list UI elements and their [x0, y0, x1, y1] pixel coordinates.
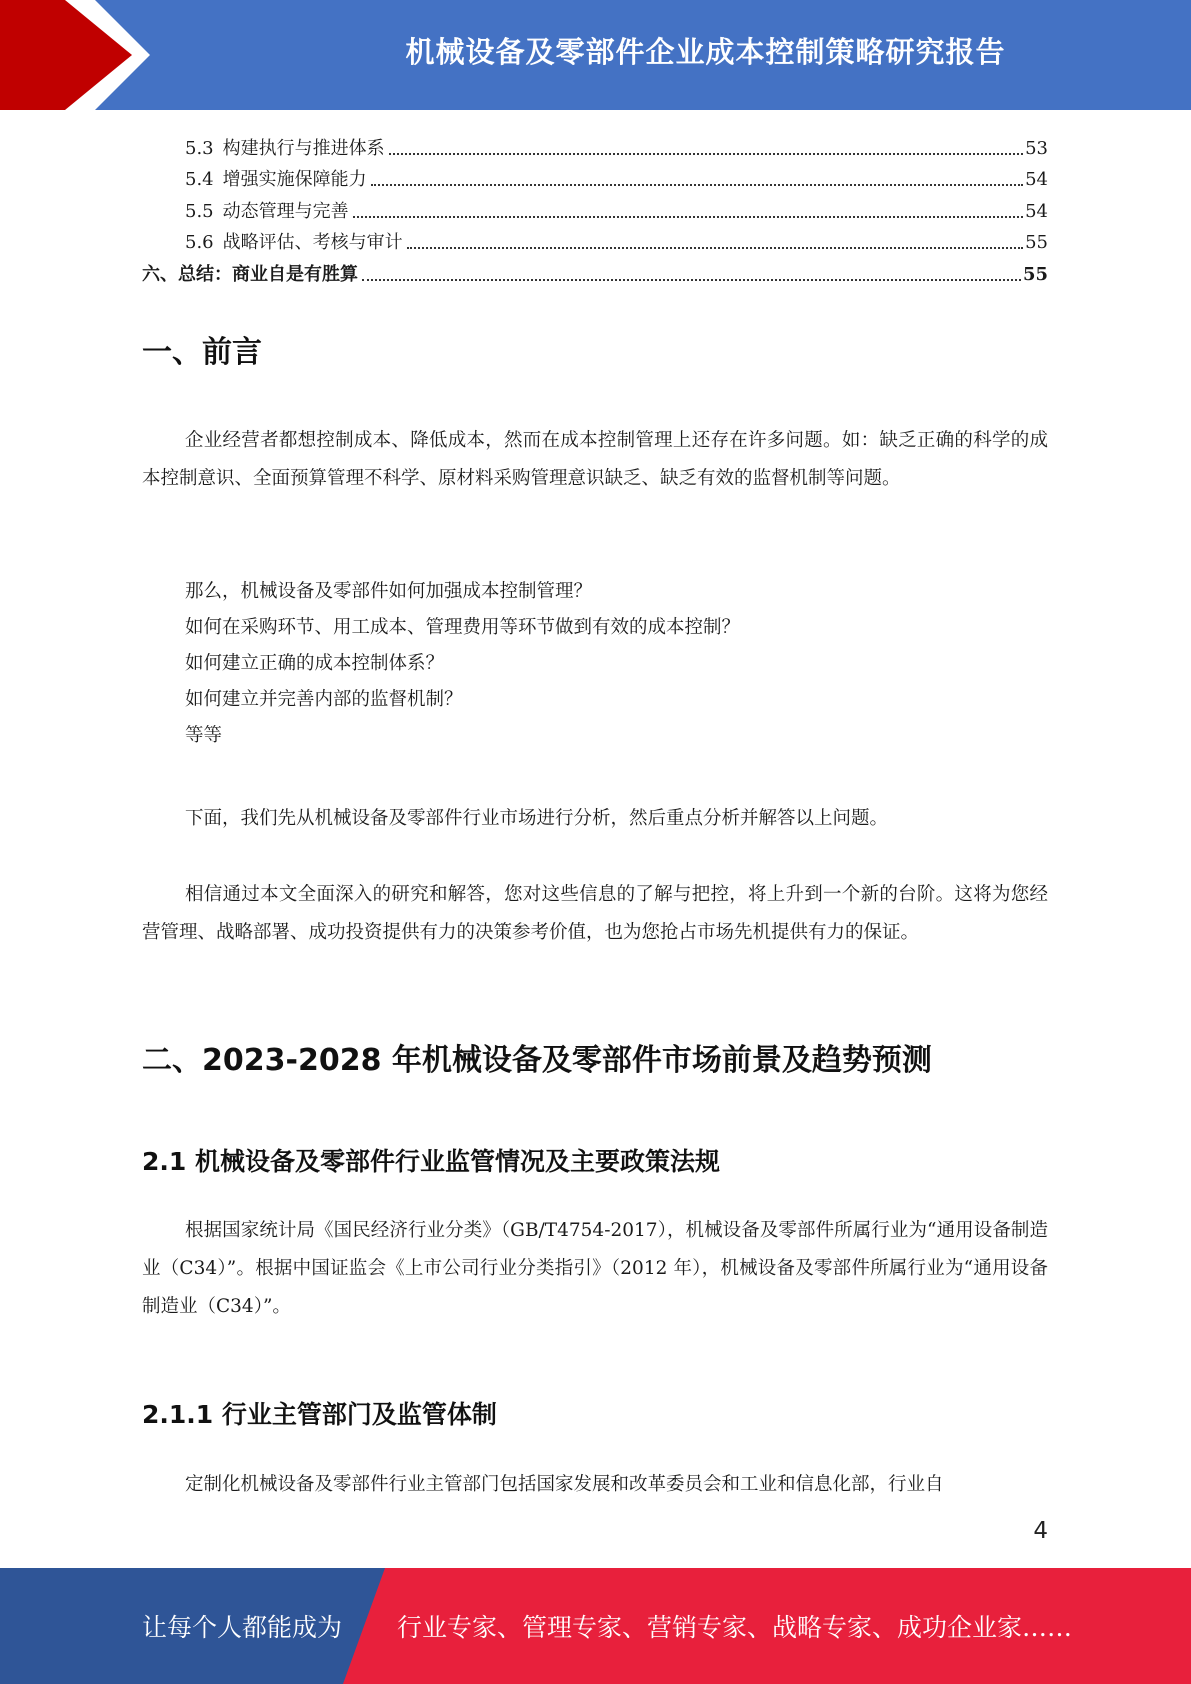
question-line: 那么，机械设备及零部件如何加强成本控制管理？ — [185, 581, 593, 602]
question-line: 如何在采购环节、用工成本、管理费用等环节做到有效的成本控制？ — [185, 617, 741, 638]
toc-entry-page: 54 — [1025, 169, 1048, 190]
subsection-2-1-1-paragraph: 定制化机械设备及零部件行业主管部门包括国家发展和改革委员会和工业和信息化部，行业自 — [185, 1474, 944, 1495]
footer-slogan-left: 让每个人都能成为 — [142, 1613, 343, 1642]
preface-question-list — [185, 574, 740, 754]
section-heading-outlook: 二、2023-2028 年机械设备及零部件市场前景及趋势预测 — [142, 1043, 932, 1078]
toc-dot-leader — [371, 184, 1023, 186]
footer-slogan-right: 行业专家、管理专家、营销专家、战略专家、成功企业家…… — [397, 1613, 1073, 1642]
report-title: 机械设备及零部件企业成本控制策略研究报告 — [405, 34, 1006, 69]
toc-entry[interactable] — [142, 128, 1048, 160]
preface-paragraph-2: 下面，我们先从机械设备及零部件行业市场进行分析，然后重点分析并解答以上问题。 — [185, 808, 889, 829]
header-arrow-decoration — [0, 0, 260, 110]
toc-dot-leader — [407, 247, 1023, 249]
toc-entry-number: 5.4 — [185, 169, 214, 190]
table-of-contents — [142, 128, 1048, 286]
toc-entry-title: 动态管理与完善 — [222, 200, 349, 222]
subsection-2-1-paragraph: 根据国家统计局《国民经济行业分类》（GB/T4754-2017），机械设备及零部件所属行业为“通用设备制造业（C34）”。根据中国证监会《上市公司行业分类指引》（2012 年），机械设备及零部件所属行业为“通用设备制造业（C34）”。 — [142, 1220, 1048, 1317]
toc-dot-leader — [353, 216, 1023, 218]
toc-entry[interactable] — [142, 160, 1048, 192]
question-line: 如何建立并完善内部的监督机制？ — [185, 689, 463, 710]
toc-entry-page: 55 — [1022, 263, 1048, 285]
toc-entry[interactable] — [142, 223, 1048, 255]
toc-entry[interactable] — [142, 191, 1048, 223]
page-number: 4 — [1033, 1518, 1048, 1544]
subsection-heading-2-1: 2.1 机械设备及零部件行业监管情况及主要政策法规 — [142, 1147, 720, 1176]
preface-paragraph-3: 相信通过本文全面深入的研究和解答，您对这些信息的了解与把控，将上升到一个新的台阶。这将为您经营管理、战略部署、成功投资提供有力的决策参考价值，也为您抢占市场先机提供有力的保证。 — [142, 884, 1048, 943]
toc-entry-number: 5.3 — [185, 137, 214, 159]
toc-entry-title: 增强实施保障能力 — [222, 169, 367, 190]
toc-entry-title: 战略评估、考核与审计 — [222, 232, 403, 253]
toc-entry-page: 53 — [1025, 137, 1048, 159]
toc-entry-title: 六、总结：商业自是有胜算 — [142, 263, 358, 285]
page-footer — [0, 1568, 1191, 1684]
toc-entry-page: 54 — [1025, 200, 1048, 222]
toc-entry-number: 5.6 — [185, 232, 214, 253]
toc-entry-page: 55 — [1025, 232, 1048, 253]
toc-entry-chapter[interactable] — [142, 254, 1048, 286]
question-line: 如何建立正确的成本控制体系？ — [185, 653, 445, 674]
toc-dot-leader — [389, 153, 1023, 155]
toc-dot-leader — [362, 279, 1021, 281]
section-heading-preface: 一、前言 — [142, 335, 262, 370]
toc-entry-number: 5.5 — [185, 200, 214, 222]
toc-entry-title: 构建执行与推进体系 — [222, 137, 385, 159]
subsection-heading-2-1-1: 2.1.1 行业主管部门及监管体制 — [142, 1400, 497, 1429]
question-line: 等等 — [185, 725, 223, 746]
page-header — [0, 0, 1191, 110]
preface-paragraph-1: 企业经营者都想控制成本、降低成本，然而在成本控制管理上还存在许多问题。如：缺乏正确的科学的成本控制意识、全面预算管理不科学、原材料采购管理意识缺乏、缺乏有效的监督机制等问题。 — [142, 430, 1048, 489]
